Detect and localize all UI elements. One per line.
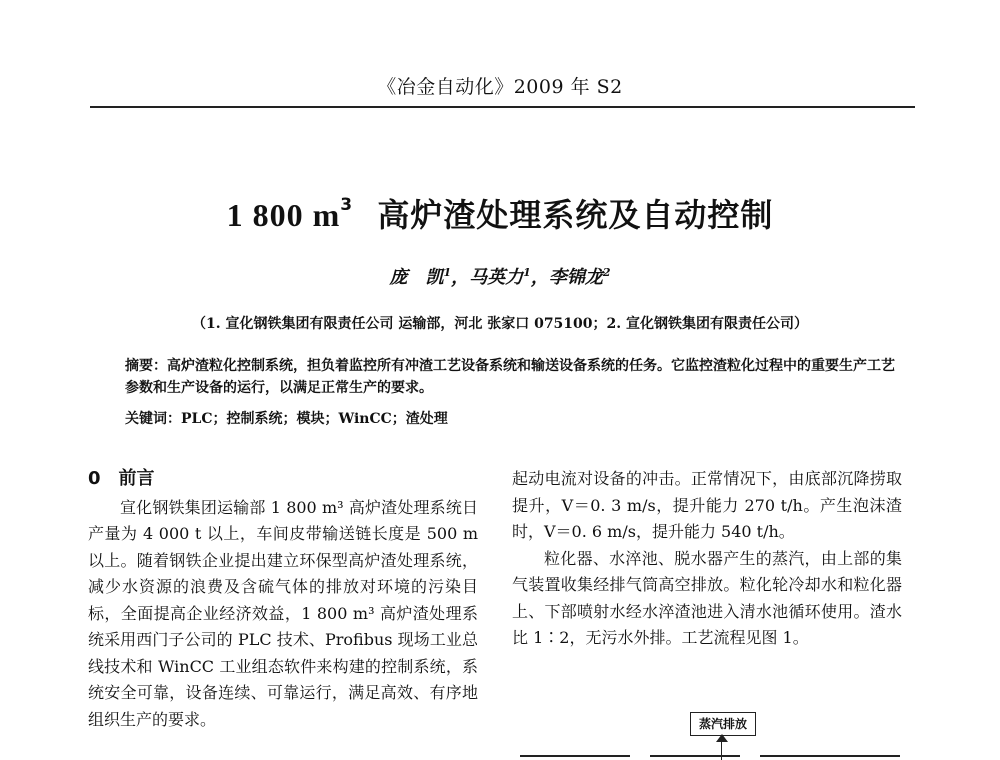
title-superscript: 3 bbox=[340, 195, 354, 216]
title-number: 1 800 m bbox=[226, 197, 341, 233]
author-line bbox=[0, 263, 1000, 289]
body-paragraph: 粒化器、水淬池、脱水器产生的蒸汽，由上部的集气装置收集经排气筒高空排放。粒化轮冷却水和粒化器上、下部喷射水经水淬渣池进入清水池循环使用。渣水比 1∶2，无污水外排。工艺流程见图 1。 bbox=[512, 548, 902, 647]
title-text: 高炉渣处理系统及自动控制 bbox=[377, 196, 774, 234]
abstract-text: 高炉渣粒化控制系统，担负着监控所有冲渣工艺设备系统和输送设备系统的任务。它监控渣粒化过程中的重要生产工艺参数和生产设备的运行，以满足正常生产的要求。 bbox=[125, 358, 895, 396]
figure-connector bbox=[721, 740, 722, 760]
author-separator: ， bbox=[451, 267, 470, 288]
keywords bbox=[125, 408, 895, 428]
figure-line bbox=[760, 755, 900, 757]
abstract bbox=[125, 355, 895, 399]
arrow-up-icon bbox=[716, 734, 728, 742]
body-paragraph: 宣化钢铁集团运输部 1 800 m³ 高炉渣处理系统日产量为 4 000 t 以上，车间皮带输送链长度是 500 m 以上。随着钢铁企业提出建立环保型高炉渣处理系统，减少水资源的浪费及含硫气体的排放对环境的污染目标，全面提高企业经济效益，1 800 m³ 高炉渣处理系统采用西门子公司的 PLC 技术、Profibus 现场工业总线技术和 WinCC 工业组态软件来构建的控制系统，系统安全可靠，设备连续、可靠运行，满足高效、有序地组织生产的要求。 bbox=[88, 497, 478, 729]
body-paragraph: 起动电流对设备的冲击。正常情况下，由底部沉降捞取提升，V＝0. 3 m/s，提升能力 270 t/h。产生泡沫渣时，V＝0. 6 m/s，提升能力 540 t/h。 bbox=[512, 469, 902, 541]
author-separator: ， bbox=[530, 267, 549, 288]
figure-steam-exhaust-box: 蒸汽排放 bbox=[690, 712, 756, 736]
left-column bbox=[88, 466, 478, 733]
author-affil-mark: 1 bbox=[443, 266, 452, 279]
keywords-text: PLC；控制系统；模块；WinCC；渣处理 bbox=[181, 411, 448, 427]
section-heading: 0 前言 bbox=[88, 468, 155, 489]
abstract-label: 摘要： bbox=[125, 358, 167, 374]
author-name: 马英力 bbox=[469, 267, 524, 288]
author-affil-mark: 1 bbox=[523, 266, 531, 279]
author-name: 庞 凯 bbox=[389, 267, 444, 288]
header-rule bbox=[90, 106, 915, 108]
running-head: 《冶金自动化》2009 年 S2 bbox=[377, 76, 623, 98]
author-name: 李锦龙 bbox=[548, 267, 603, 288]
keywords-label: 关键词： bbox=[125, 411, 181, 427]
figure-line bbox=[650, 755, 740, 757]
figure-line bbox=[520, 755, 630, 757]
affiliation: （1. 宣化钢铁集团有限责任公司 运输部，河北 张家口 075100；2. 宣化钢铁集团有限责任公司） bbox=[191, 316, 809, 332]
right-column bbox=[512, 466, 902, 652]
author-affil-mark: 2 bbox=[602, 266, 611, 279]
paper-title bbox=[0, 190, 1000, 236]
